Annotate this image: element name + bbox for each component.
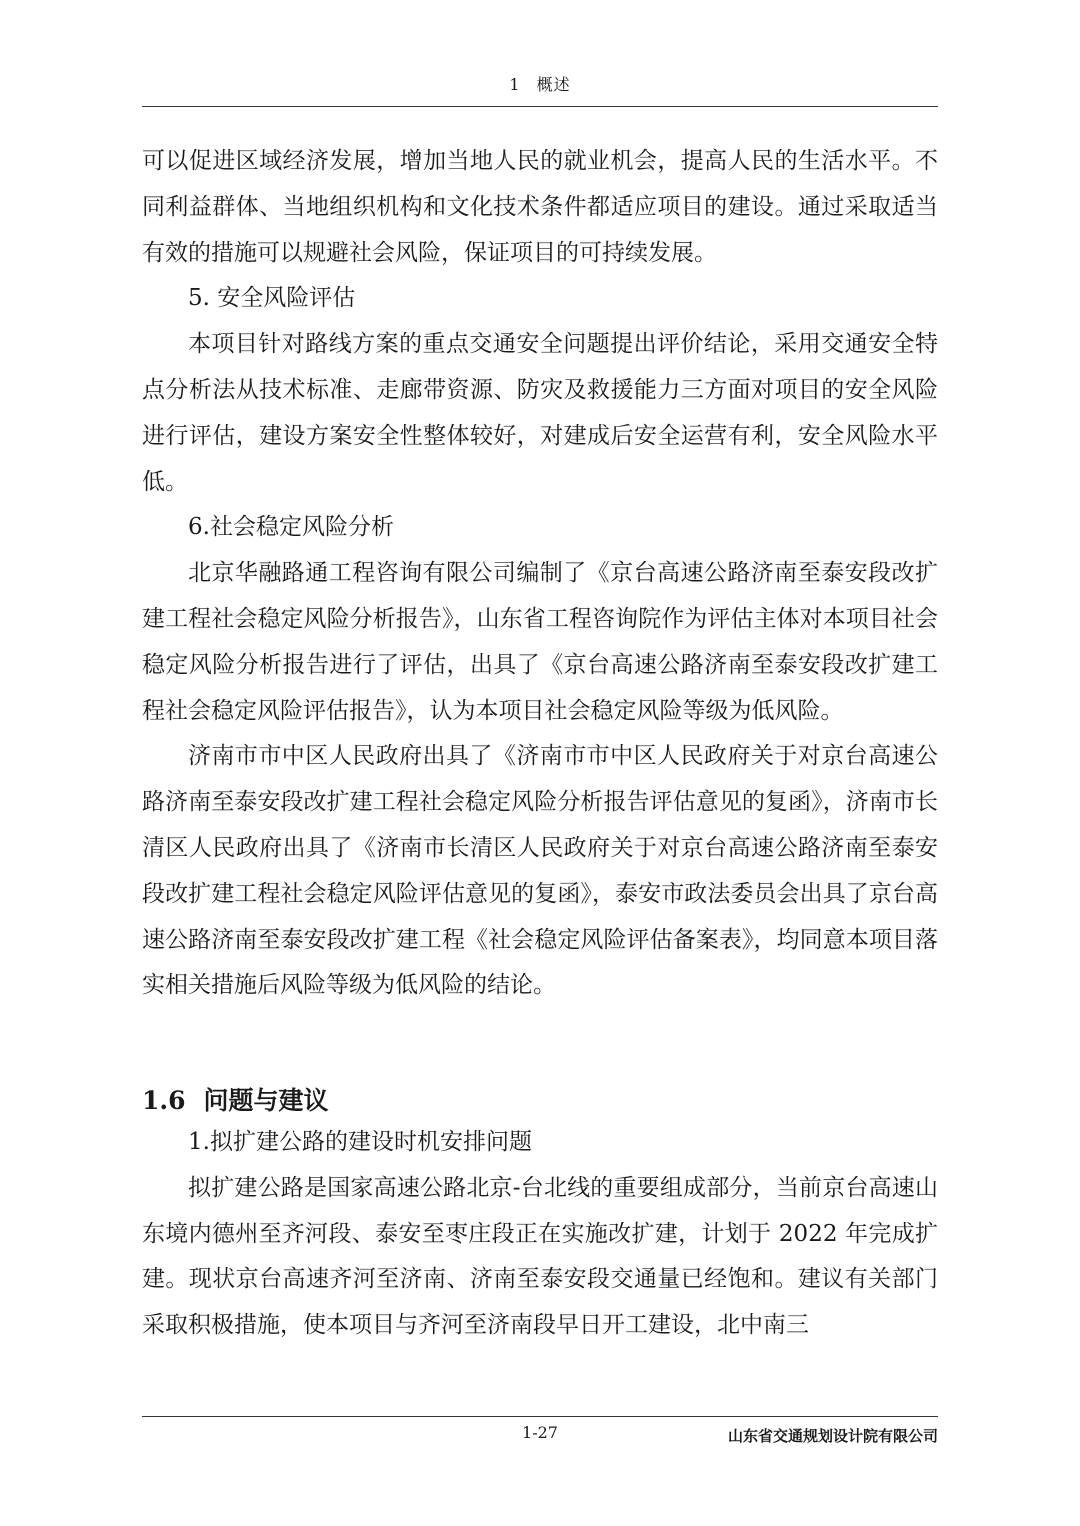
subheading-social-stability: 6.社会稳定风险分析	[188, 514, 394, 541]
body-content-bottom	[142, 1120, 938, 1349]
paragraph-government-opinions: 济南市市中区人民政府出具了《济南市市中区人民政府关于对京台高速公路济南至泰安段改扩建工程社会稳定风险分析报告评估意见的复函》，济南市长清区人民政府出具了《济南市长清区人民政府关于对京台高速公路济南至泰安段改扩建工程社会稳定风险评估意见的复函》，泰安市政法委员会出具了京台高速公路济南至泰安段改扩建工程《社会稳定风险评估备案表》，均同意本项目落实相关措施后风险等级为低风险的结论。	[142, 743, 938, 999]
header-chapter-title: 概述	[536, 75, 571, 94]
section-title: 问题与建议	[203, 1086, 329, 1115]
paragraph-construction-timing: 拟扩建公路是国家高速公路北京-台北线的重要组成部分，当前京台高速山东境内德州至齐河段、泰安至枣庄段正在实施改扩建，计划于 2022 年完成扩建。现状京台高速齐河至济南、济南至泰安段交通量已经饱和。建议有关部门采取积极措施，使本项目与齐河至济南段早日开工建设，北中南三	[142, 1174, 938, 1339]
paragraph-safety-risk: 本项目针对路线方案的重点交通安全问题提出评价结论，采用交通安全特点分析法从技术标准、走廊带资源、防灾及救援能力三方面对项目的安全风险进行评估，建设方案安全性整体较好，对建成后安全运营有利，安全风险水平低。	[142, 331, 938, 495]
body-content-top	[142, 139, 938, 1009]
page-header	[142, 70, 938, 107]
footer-organization: 山东省交通规划设计院有限公司	[727, 1427, 938, 1445]
header-chapter-number: 1	[509, 75, 521, 94]
section-number: 1.6	[142, 1086, 186, 1115]
section-heading	[142, 1081, 938, 1121]
page-footer	[142, 1416, 938, 1457]
footer-page-number: 1-27	[522, 1423, 558, 1442]
header-text	[142, 72, 938, 95]
subheading-safety-risk: 5. 安全风险评估	[188, 285, 356, 312]
paragraph-social-stability-report: 北京华融路通工程咨询有限公司编制了《京台高速公路济南至泰安段改扩建工程社会稳定风险分析报告》，山东省工程咨询院作为评估主体对本项目社会稳定风险分析报告进行了评估，出具了《京台高速公路济南至泰安段改扩建工程社会稳定风险评估报告》，认为本项目社会稳定风险等级为低风险。	[142, 560, 938, 724]
paragraph-continuation: 可以促进区域经济发展，增加当地人民的就业机会，提高人民的生活水平。不同利益群体、当地组织机构和文化技术条件都适应项目的建设。通过采取适当有效的措施可以规避社会风险，保证项目的可持续发展。	[142, 148, 938, 266]
subheading-construction-timing: 1.拟扩建公路的建设时机安排问题	[188, 1129, 532, 1155]
